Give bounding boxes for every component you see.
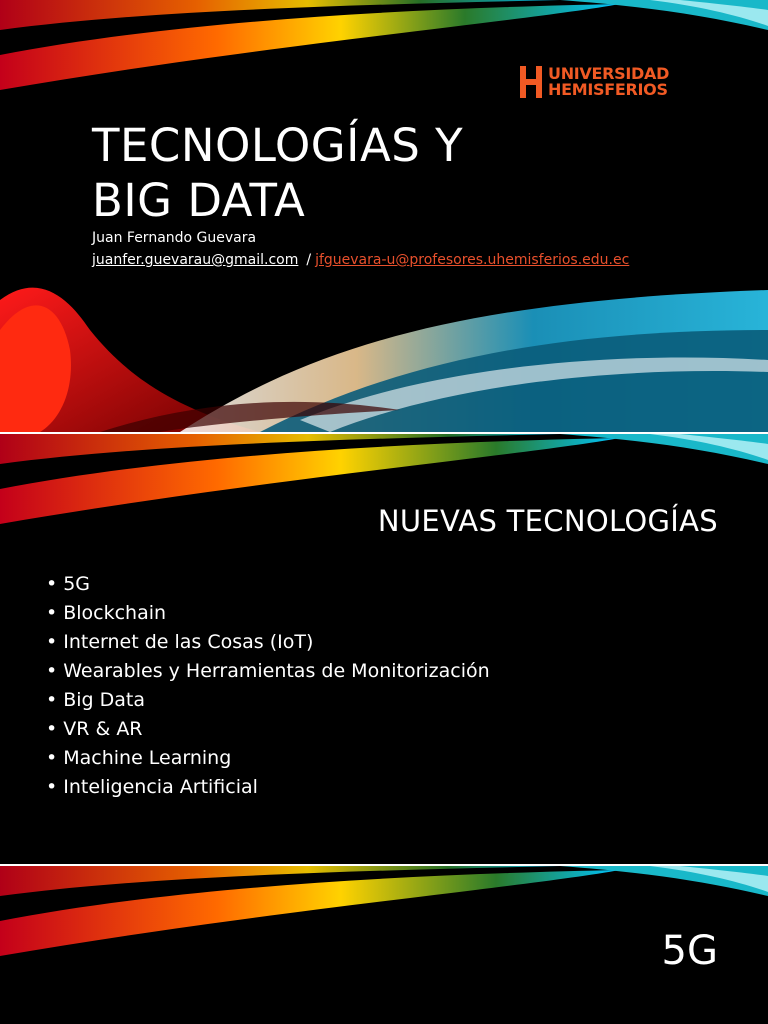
email-separator: /: [306, 252, 312, 268]
bullet-list: [46, 570, 490, 802]
contact-emails: [92, 252, 629, 268]
list-item: • Big Data: [46, 686, 490, 715]
secondary-email-link[interactable]: jfguevara-u@profesores.uhemisferios.edu.ec: [315, 252, 630, 268]
author-name: Juan Fernando Guevara: [92, 230, 257, 246]
university-logo: [520, 66, 680, 100]
logo-text: [548, 66, 669, 98]
primary-email-link[interactable]: juanfer.guevarau@gmail.com: [92, 252, 299, 268]
logo-line-1: UNIVERSIDAD: [548, 64, 670, 83]
content-slide: [0, 434, 768, 864]
title-line-1: TECNOLOGÍAS Y: [92, 119, 464, 172]
title-slide: [0, 0, 768, 432]
list-item: • VR & AR: [46, 715, 490, 744]
list-item: • Inteligencia Artificial: [46, 773, 490, 802]
slide-title: 5G: [661, 928, 718, 974]
list-item: • Internet de las Cosas (IoT): [46, 628, 490, 657]
list-item: • Blockchain: [46, 599, 490, 628]
list-item: • Wearables y Herramientas de Monitorización: [46, 657, 490, 686]
title-line-2: BIG DATA: [92, 174, 306, 227]
presentation-title: [92, 118, 463, 228]
logo-h-mark-icon: [520, 66, 542, 98]
slide-title: NUEVAS TECNOLOGÍAS: [377, 504, 718, 538]
list-item: • 5G: [46, 570, 490, 599]
logo-line-2: HEMISFERIOS: [548, 80, 668, 99]
section-slide: [0, 866, 768, 1024]
list-item: • Machine Learning: [46, 744, 490, 773]
swoosh-background: [0, 866, 768, 966]
